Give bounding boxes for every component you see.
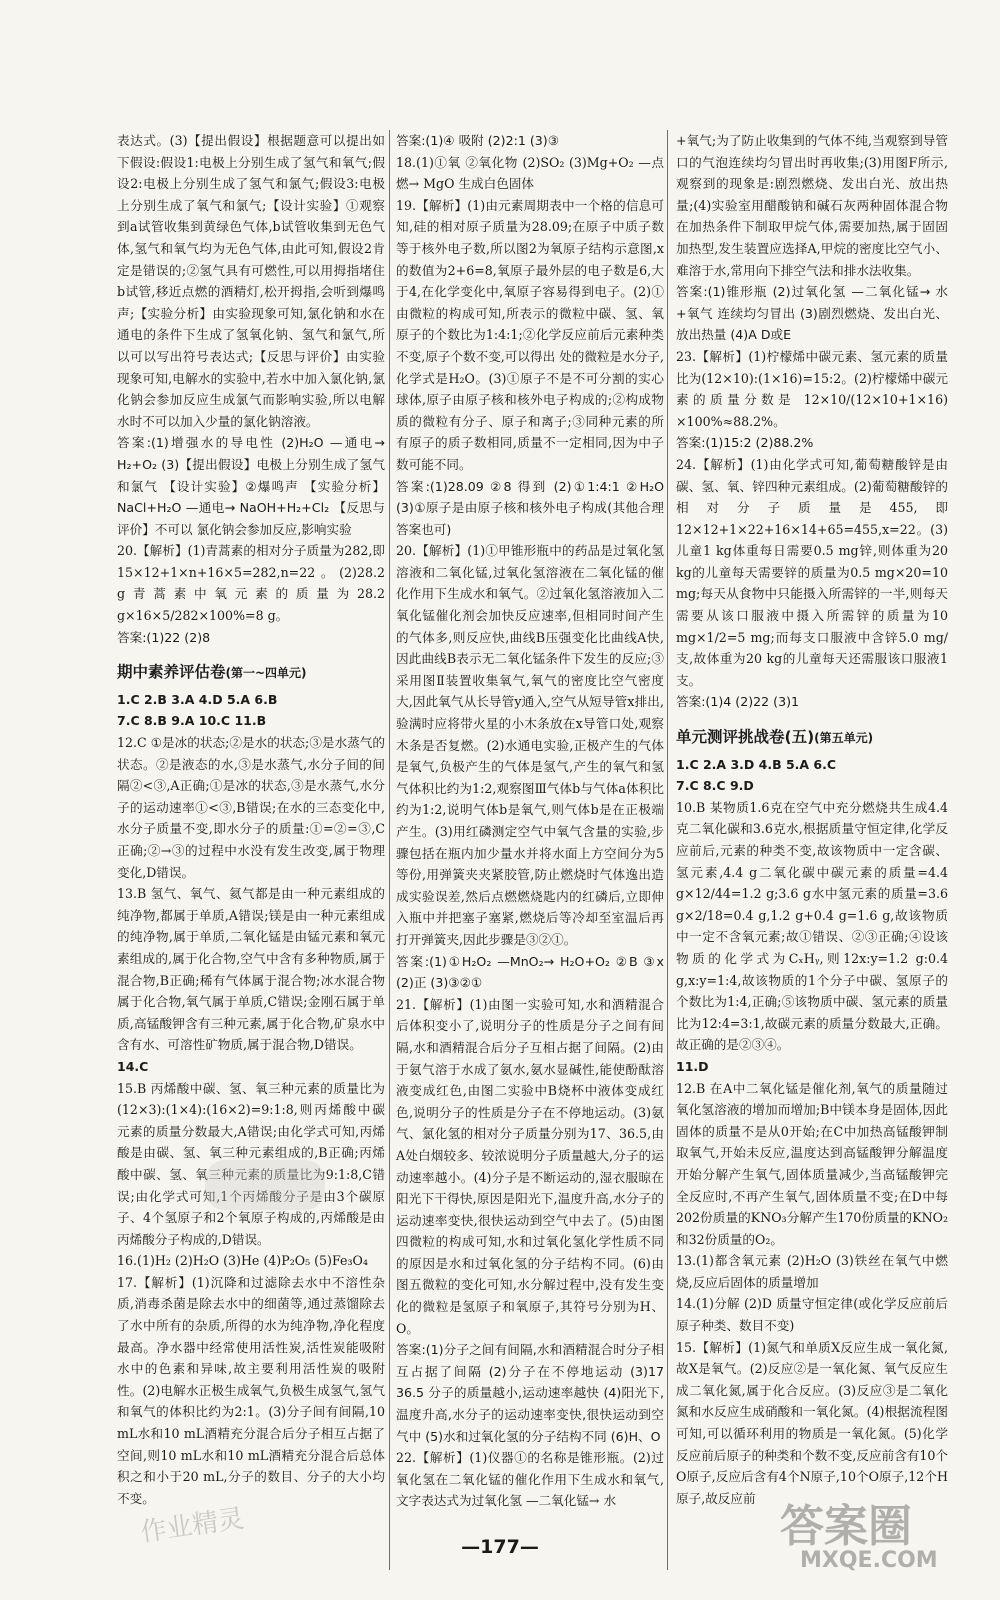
choice-answers: 1.C 2.B 3.A 4.D 5.A 6.B — [117, 691, 278, 707]
choice-answers: 7.C 8.B 9.A 10.C 11.B — [117, 713, 267, 729]
explanation-paragraph: 10.B 某物质1.6克在空气中充分燃烧共生成4.4克二氧化碳和3.6克水,根据质量守恒定律,化学反应前后,元素的种类不变,故该物质中一定含碳、氢元素,4.4 g二氧化碳中碳元素的质量=4.4 g×12/44=1.2 g;3.6 g水中氢元素的质量=3.6 g×2/18=0.4 g,1.2 g+0.4 g=1.6 g,故该物质中一定不含氧元素;故①错误、②③正确;④设该物质的化学式为CₓHᵧ,则12x:y=1.2 g:0.4 g,x:y=1:4,故该物质的1个分子中碳、氢原子的个数比为1:4,正确;⑤该物质中碳、氢元素的质量比为12:4=3:1,故碳元素的质量分数最大,正确。故正确的是②③④。 — [676, 799, 948, 1053]
page-number: —177— — [461, 1536, 539, 1558]
answer-line: 答案:(1)增强水的导电性 (2)H₂O —通电→ H₂+O₂ (3)【提出假设】电极上分别生成了氢气和氯气 【设计实验】②爆鸣声 【实验分析】NaCl+H₂O —通电→ NaOH+H₂+Cl₂ 【反思与评价】不可以 氯化钠会参加反应,影响实验 — [117, 435, 385, 537]
explanation-paragraph: 18.(1)①氧 ②氧化物 (2)SO₂ (3)Mg+O₂ —点燃→ MgO 生成白色固体 — [396, 154, 664, 192]
explanation-paragraph: 20.【解析】(1)青蒿素的相对分子质量为282,即15×12+1×n+16×5=282,n=22。(2)28.2 g青蒿素中氧元素的质量为28.2 g×16×5/282×100%=8 g。 — [117, 543, 385, 624]
explanation-paragraph: 15.【解析】(1)氮气和单质X反应生成一氧化氮,故X是氧气。(2)反应②是一氧化氮、氧气反应生成二氧化氮,属于化合反应。(3)反应③是二氧化氮和水反应生成硝酸和一氧化氮。(4)根据流程图可知,可以循环利用的物质是一氧化氮。(5)化学反应前后原子的种类和个数不变,反应前含有10个O原子,反应后含有4个N原子,10个O原子,12个H原子,故反应前 — [676, 1339, 948, 1506]
answer-line: 答案:(1)28.09 ②8 得到 (2)①1:4:1 ②H₂O (3)①原子是由原子核和核外电子构成(其他合理答案也可) — [396, 478, 664, 537]
explanation-paragraph: 表达式。(3)【提出假设】根据题意可以提出如下假设:假设1:电极上分别生成了氢气和氧气;假设2:电极上分别生成了氢气和氯气;假设3:电极上分别生成了氧气和氯气;【设计实验】①观察到a试管收集到黄绿色气体,b试管收集到无色气体,氢气和氧气均为无色气体,由此可知,假设2肯定是错误的;②氢气具有可燃性,可以用拇指堵住b试管,移近点燃的酒精灯,松开拇指,会听到爆鸣声;【实验分析】由实验现象可知,氯化钠和水在通电的条件下生成了氢氧化钠、氢气和氯气,所以可以写出符号表达式;【反思与评价】由实验现象可知,电解水的实验中,若水中加入氯化钠,氯化钠会参加反应生成氯气而影响实验,所以电解水时不可以加入少量的氯化钠溶液。 — [117, 133, 385, 429]
explanation-paragraph: +氧气;为了防止收集到的气体不纯,当观察到导管口的气泡连续均匀冒出时再收集;(3)用图F所示,观察到的现象是:剧烈燃烧、发出白光、放出热量;(4)实验室用醋酸钠和碱石灰两种固体混合物在加热条件下制取甲烷气体,需要加热,属于固固加热型,发生装置应选择A,甲烷的密度比空气小、难溶于水,常用向下排空气法和排水法收集。 — [676, 133, 948, 278]
text-column-right — [676, 130, 948, 1509]
explanation-paragraph: 24.【解析】(1)由化学式可知,葡萄糖酸锌是由碳、氢、氧、锌四种元素组成。(2)葡萄糖酸锌的相对分子质量是455,即12×12+1×22+16×14+65=455,x=22。(3)儿童1 kg体重每日需要0.5 mg锌,则体重为20 kg的儿童每天需要锌的质量为0.5 mg×20=10 mg;每天从食物中只能摄入所需锌的一半,则每天需要从该口服液中摄入所需锌的质量为10 mg×1/2=5 mg;而每支口服液中含锌5.0 mg/支,故体重为20 kg的儿童每天还需服该口服液1支。 — [676, 456, 948, 688]
choice-answers: 1.C 2.A 3.D 4.B 5.A 6.C — [676, 756, 837, 772]
explanation-paragraph: 15.B 丙烯酸中碳、氢、氧三种元素的质量比为(12×3):(1×4):(16×2)=9:1:8,则丙烯酸中碳元素的质量分数最大,A错误;由化学式可知,丙烯酸是由碳、氢、氧三种元素组成的,B正确;丙烯酸中碳、氢、氧三种元素的质量比为9:1:8,C错误;由化学式可知,1个丙烯酸分子是由3个碳原子、4个氢原子和2个氧原子构成的,丙烯酸是由丙烯酸分子构成的,D错误。 — [117, 1080, 385, 1247]
text-column-left — [117, 130, 385, 1509]
explanation-paragraph: 17.【解析】(1)沉降和过滤除去水中不溶性杂质,消毒杀菌是除去水中的细菌等,通过蒸馏除去了水中所有的杂质,所得的水为纯净物,净化程度最高。净水器中经常使用活性炭,活性炭能吸附水中的色素和异味,故主要利用活性炭的吸附性。(2)电解水正极生成氧气,负极生成氢气,氢气和氧气的体积比约为2:1。(3)分子间有间隔,10 mL水和10 mL酒精充分混合后分子相互占据了空间,则10 mL水和10 mL酒精充分混合后总体积之和小于20 mL,分子的数目、分子的大小均不变。 — [117, 1274, 385, 1506]
explanation-paragraph: 23.【解析】(1)柠檬烯中碳元素、氢元素的质量比为(12×10):(1×16)=15:2。(2)柠檬烯中碳元素的质量分数是 12×10/(12×10+1×16) ×100%≈88.2%。 — [676, 348, 948, 429]
choice-answers: 14.C — [117, 1058, 149, 1074]
explanation-paragraph: 22.【解析】(1)仪器①的名称是锥形瓶。(2)过氧化氢在二氧化锰的催化作用下生成水和氧气,文字表达式为过氧化氢 —二氧化锰→ 水 — [396, 1450, 664, 1509]
answer-line: 答案:(1)15:2 (2)88.2% — [676, 435, 814, 451]
stain-mark — [205, 1160, 325, 1210]
column-divider — [667, 130, 668, 1570]
answer-line: 答案:(1)①H₂O₂ —MnO₂→ H₂O+O₂ ②B ③x (2)正 (3)③②① — [396, 953, 664, 991]
explanation-paragraph: 21.【解析】(1)由图一实验可知,水和酒精混合后体积变小了,说明分子的性质是分子之间有间隔,水和酒精混合后分子互相占据了间隔。(2)由于氨气溶于水成了氨水,氨水显碱性,能使酚酞溶液变成红色,由图二实验中B烧杯中液体变成红色,说明分子的性质是分子在不停地运动。(3)氨气、氯化氢的相对分子质量分别为17、36.5,由A处白烟较多、较浓说明分子质量越大,分子的运动速率越小。(4)分子是不断运动的,湿衣服晾在阳光下干得快,原因是阳光下,温度升高,水分子的运动速率变快,很快运动到空气中去了。(5)由图四微粒的构成可知,水和过氧化氢化学性质不同的原因是水和过氧化氢的分子结构不同。(6)由图五微粒的变化可知,水分解过程中,没有发生变化的微粒是氢原子和氧原子,其符号分别为H、O。 — [396, 996, 664, 1336]
section-heading — [676, 727, 948, 750]
explanation-paragraph: 13.(1)都含氧元素 (2)H₂O (3)铁丝在氧气中燃烧,反应后固体的质量增加 — [676, 1253, 948, 1290]
explanation-paragraph: 19.【解析】(1)由元素周期表中一个格的信息可知,硅的相对原子质量为28.09;在原子中质子数等于核外电子数,所以图2为氧原子结构示意图,x的数值为2+6=8,氧原子最外层的电子数是6,大于4,在化学变化中,氧原子容易得到电子。(2)①由微粒的构成可知,所表示的微粒中碳、氢、氧原子的个数比为1:4:1;②化学反应前后元素种类不变,原子个数不变,可以得出 处的微粒是水分子,化学式是H₂O。(3)①原子不是不可分割的实心球体,原子由原子核和核外电子构成的;②构成物质的微粒有分子、原子和离子;③同种元素的所有原子的质子数相同,质量不一定相同,因为中子数可能不同。 — [396, 197, 664, 472]
watermark-logo: 答案圈 — [780, 1501, 912, 1552]
section-heading — [117, 662, 385, 685]
section-scope: (第一~四单元) — [225, 666, 307, 681]
section-title: 单元测评挑战卷(五) — [676, 728, 815, 747]
explanation-paragraph: 14.(1)分解 (2)D 质量守恒定律(或化学反应前后原子种类、数目不变) — [676, 1296, 948, 1334]
choice-answers: 7.C 8.C 9.D — [676, 778, 754, 794]
answer-line: 答案:(1)④ 吸附 (2)2:1 (3)③ — [396, 133, 559, 148]
answer-line: 答案:(1)22 (2)8 — [117, 629, 211, 645]
answer-line: 答案:(1)4 (2)22 (3)1 — [676, 694, 800, 710]
explanation-paragraph: 16.(1)H₂ (2)H₂O (3)He (4)P₂O₅ (5)Fe₃O₄ — [117, 1253, 368, 1269]
explanation-paragraph: 12.B 在A中二氧化锰是催化剂,氧气的质量随过氧化氢溶液的增加而增加;B中镁本身是固体,因此固体的质量不是从0开始;在C中加热高锰酸钾制取氧气,开始未反应,温度达到高锰酸钾分解温度开始分解产生氧气,固体质量减少,当高锰酸钾完全反应时,不再产生氧气,固体质量不变;在D中每202份质量的KNO₃分解产生170份质量的KNO₂和32份质量的O₂。 — [676, 1080, 948, 1247]
explanation-paragraph: 12.C ①是冰的状态;②是水的状态;③是水蒸气的状态。②是液态的水,③是水蒸气,水分子间的间隔②<③,A正确;①是冰的状态,③是水蒸气,水分子的运动速率①<③,B错误;在水的三态变化中,水分子质量不变,即水分子的质量:①=②=③,C正确;②→③的过程中水没有发生改变,属于物理变化,D错误。 — [117, 735, 385, 880]
answer-line: 答案:(1)锥形瓶 (2)过氧化氢 —二氧化锰→ 水+氧气 连续均匀冒出 (3)剧烈燃烧、发出白光、放出热量 (4)A D或E — [676, 284, 948, 343]
explanation-paragraph: 20.【解析】(1)①甲锥形瓶中的药品是过氧化氢溶液和二氧化锰,过氧化氢溶液在二氧化锰的催化作用下生成水和氧气。②过氧化氢溶液加入二氧化锰催化剂会加快反应速率,但相同时间产生的气体多,则反应快,曲线B压强变化比曲线A快,因此曲线B表示无二氧化锰条件下发生的反应;③采用图Ⅱ装置收集氧气,氧气的密度比空气密度大,因此氧气从长导管y通入,空气从短导管x排出,验满时应将带火星的小木条放在x导管口处,观察木条是否复燃。(2)水通电实验,正极产生的气体是氧气,负极产生的气体是氢气,产生的氧气和氢气体积比约为1:2,观察图Ⅲ气体b与气体a体积比约为1:2,说明气体b是氧气,则气体b是在正极端产生。(3)用红磷测定空气中氧气含量的实验,步骤包括在瓶内加少量水并将水面上方空间分为5等份,用弹簧夹夹紧胶管,防止燃烧时气体逸出造成实验误差,然后点燃燃烧匙内的红磷后,立即伸入瓶中并把塞子塞紧,燃烧后等冷却至室温后再打开弹簧夹,因此步骤是③②①。 — [396, 543, 664, 947]
watermark-text: 作业精灵 — [138, 1503, 246, 1549]
answer-line: 答案:(1)分子之间有间隔,水和酒精混合时分子相互占据了间隔 (2)分子在不停地运动 (3)17 36.5 分子的质量越小,运动速率越快 (4)阳光下,温度升高,水分子的运动速率变快,很快运动到空气中 (5)水和过氧化氢的分子结构不同 (6)H、O — [396, 1342, 664, 1444]
explanation-paragraph: 13.B 氢气、氧气、氦气都是由一种元素组成的纯净物,都属于单质,A错误;镁是由一种元素组成的纯净物,属于单质,二氧化锰是由锰元素和氧元素组成的,属于化合物,空气中含有多种物质,属于混合物,B正确;稀有气体属于混合物;冰水混合物属于化合物,氧气属于单质,C错误;金刚石属于单质,高锰酸钾含有三种元素,属于化合物,矿泉水中含有水、可溶性矿物质,属于混合物,D错误。 — [117, 886, 385, 1053]
section-scope: (第五单元) — [814, 731, 874, 746]
section-title: 期中素养评估卷 — [117, 663, 226, 682]
choice-answers: 11.D — [676, 1058, 709, 1074]
text-column-middle — [396, 130, 664, 1512]
column-divider — [389, 130, 390, 1570]
watermark-url: MXQE.COM — [800, 1548, 938, 1573]
